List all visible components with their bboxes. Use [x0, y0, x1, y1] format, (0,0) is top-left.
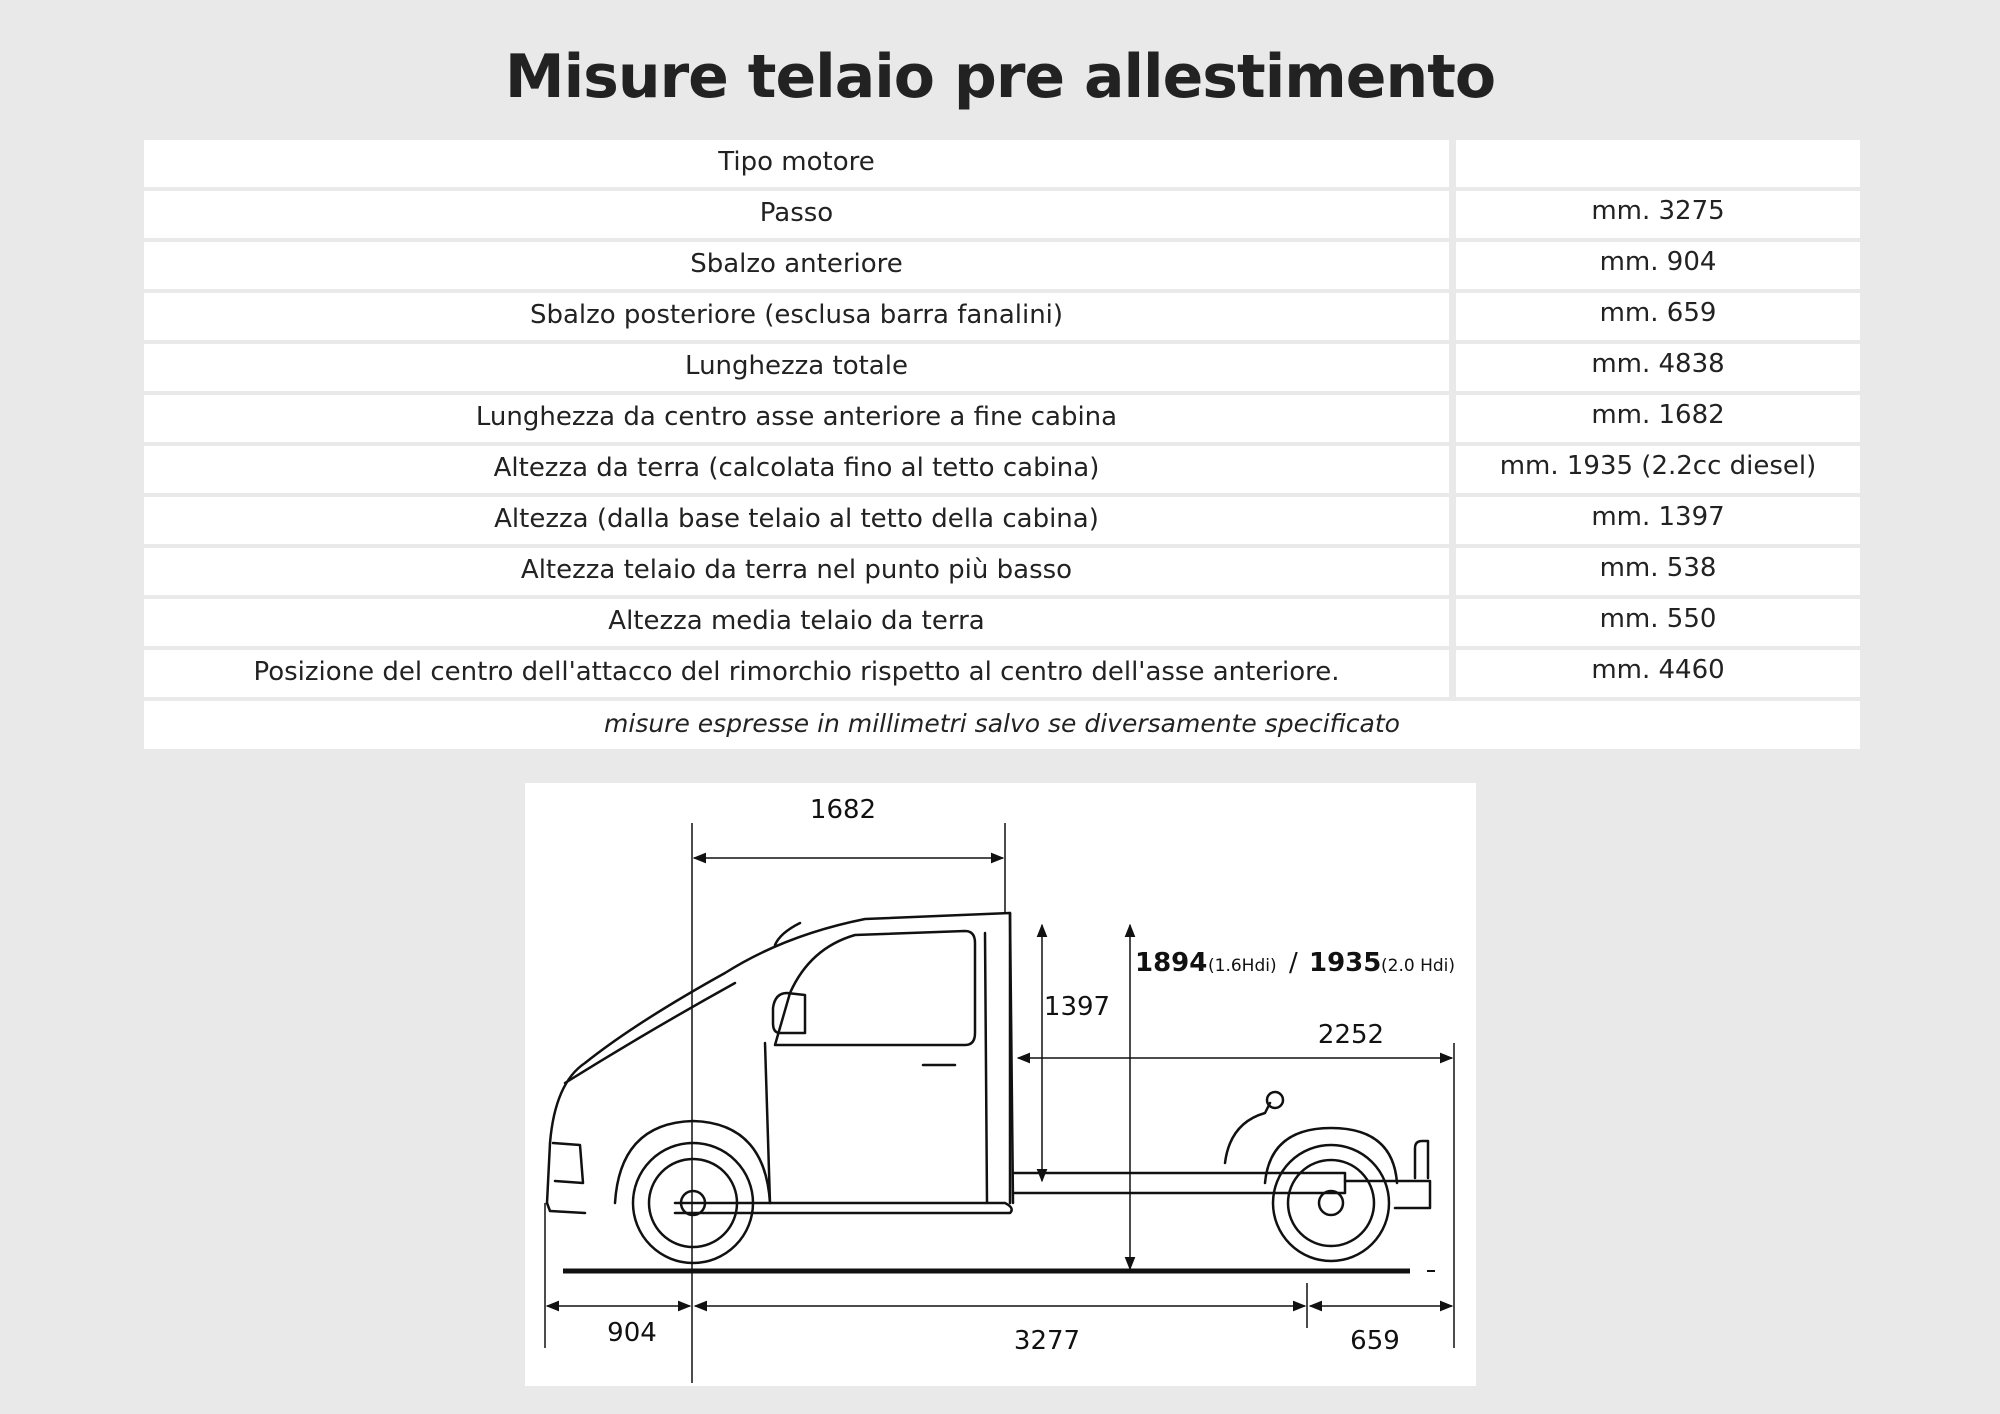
row-label: Altezza (dalla base telaio al tetto della cabina)	[144, 497, 1449, 544]
table-row	[144, 293, 1860, 340]
table-row	[144, 446, 1860, 493]
row-label: Altezza media telaio da terra	[144, 599, 1449, 646]
table-row	[144, 140, 1860, 187]
spec-table	[144, 140, 1860, 749]
table-row	[144, 191, 1860, 238]
row-value: mm. 4460	[1456, 650, 1860, 697]
rear-wheel	[1273, 1145, 1389, 1261]
vehicle-diagram-svg	[525, 783, 1476, 1386]
dim-rear-overhang-label: 659	[1350, 1326, 1400, 1356]
dim-top-label: 1682	[809, 795, 877, 825]
row-value: mm. 659	[1456, 293, 1860, 340]
row-label: Posizione del centro dell'attacco del rimorchio rispetto al centro dell'asse anteriore.	[144, 650, 1449, 697]
table-row	[144, 497, 1860, 544]
table-row	[144, 395, 1860, 442]
row-value: mm. 904	[1456, 242, 1860, 289]
dim-separator: /	[1289, 948, 1298, 978]
row-value: mm. 4838	[1456, 344, 1860, 391]
row-label: Sbalzo posteriore (esclusa barra fanalini)	[144, 293, 1449, 340]
row-label: Altezza telaio da terra nel punto più basso	[144, 548, 1449, 595]
row-label: Lunghezza da centro asse anteriore a fine cabina	[144, 395, 1449, 442]
row-value: mm. 3275	[1456, 191, 1860, 238]
dim-cab-height-label: 1397	[1043, 992, 1111, 1022]
row-value: mm. 1682	[1456, 395, 1860, 442]
dim-total-height-b-note: (2.0 Hdi)	[1381, 956, 1456, 976]
row-value: mm. 1935 (2.2cc diesel)	[1456, 446, 1860, 493]
row-value: mm. 538	[1456, 548, 1860, 595]
dimension-lines	[545, 823, 1454, 1383]
row-value: mm. 550	[1456, 599, 1860, 646]
row-label: Altezza da terra (calcolata fino al tetto cabina)	[144, 446, 1449, 493]
footnote: misure espresse in millimetri salvo se diversamente specificato	[144, 701, 1860, 749]
row-label: Tipo motore	[144, 140, 1449, 187]
table-row	[144, 650, 1860, 697]
row-label: Lunghezza totale	[144, 344, 1449, 391]
dim-front-overhang-label: 904	[607, 1318, 657, 1348]
row-value: mm. 1397	[1456, 497, 1860, 544]
table-row	[144, 242, 1860, 289]
page-title: Misure telaio pre allestimento	[504, 42, 1496, 112]
dim-wheelbase-label: 3277	[1013, 1326, 1081, 1356]
table-row	[144, 548, 1860, 595]
vehicle-diagram	[525, 783, 1476, 1386]
dim-total-height-a-label: 1894	[1135, 948, 1208, 978]
table-row	[144, 344, 1860, 391]
dim-total-height-a-note: (1.6Hdi)	[1208, 956, 1277, 976]
table-row	[144, 599, 1860, 646]
row-label: Sbalzo anteriore	[144, 242, 1449, 289]
row-value	[1456, 140, 1860, 187]
dim-bed-length-label: 2252	[1317, 1020, 1385, 1050]
row-label: Passo	[144, 191, 1449, 238]
dim-total-height-b-label: 1935	[1309, 948, 1382, 978]
